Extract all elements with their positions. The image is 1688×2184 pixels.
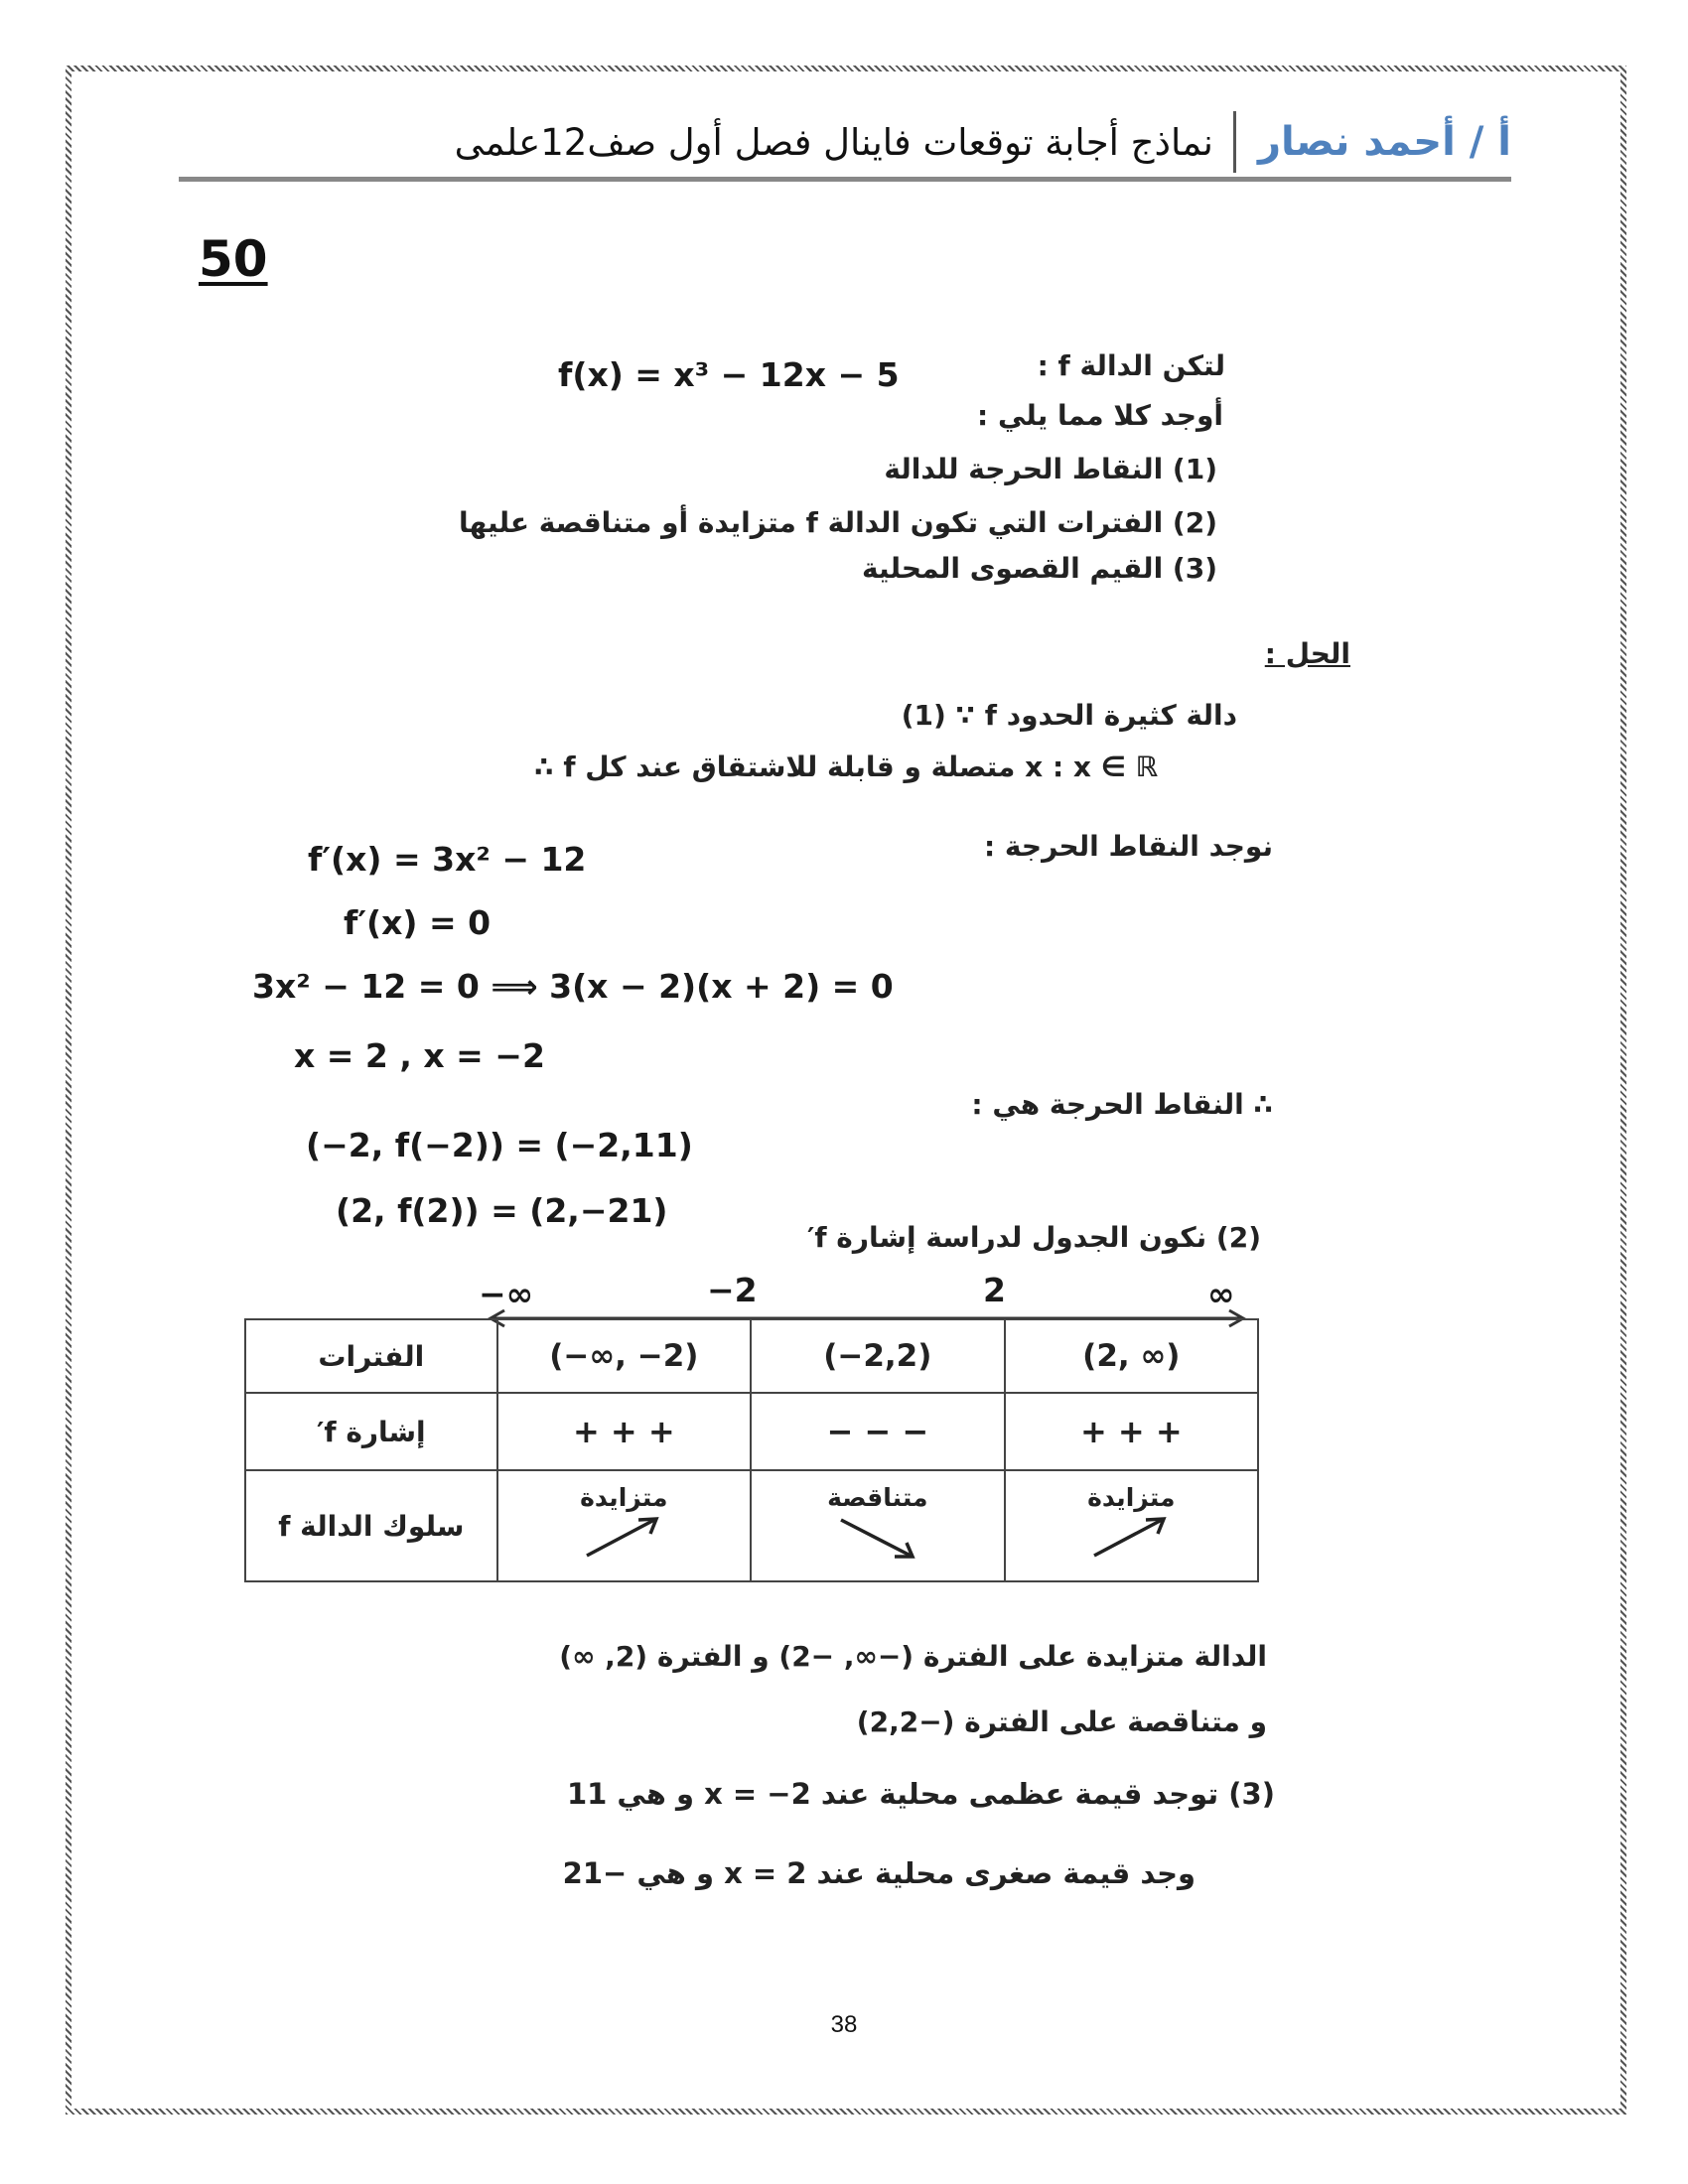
critical-roots: x = 2 , x = −2 bbox=[294, 1036, 545, 1075]
header-divider bbox=[179, 177, 1511, 182]
increasing-arrow-icon bbox=[1086, 1512, 1176, 1562]
row-header-sign: إشارة f′ bbox=[317, 1415, 426, 1448]
course-title: نماذج أجابة توقعات فاينال فصل أول صف12علمى bbox=[454, 120, 1213, 164]
table-cell bbox=[751, 1470, 1005, 1581]
find-critical-label: نوجد النقاط الحرجة : bbox=[983, 830, 1273, 863]
question-item-1: (1) النقاط الحرجة للدالة bbox=[884, 453, 1217, 485]
derivative-line-3: 3x² − 12 = 0 ⟹ 3(x − 2)(x + 2) = 0 bbox=[252, 967, 894, 1006]
axis-label-neg-2: −2 bbox=[707, 1271, 758, 1309]
behavior-1: متزايدة bbox=[580, 1483, 668, 1512]
axis-label-2: 2 bbox=[983, 1271, 1006, 1309]
conclusion-decreasing: و متناقصة على الفترة (−2,2) bbox=[856, 1706, 1267, 1738]
table-cell bbox=[1005, 1470, 1258, 1581]
solution-step1-line1: (1) ∵ f دالة كثيرة الحدود bbox=[901, 699, 1237, 732]
local-max: (3) توجد قيمة عظمى محلية عند x = −2 و هي 11 bbox=[566, 1777, 1275, 1811]
page-header bbox=[179, 107, 1511, 177]
step2-label: (2) نكون الجدول لدراسة إشارة f′ bbox=[806, 1221, 1261, 1254]
sign-1: + + + bbox=[497, 1393, 751, 1470]
decreasing-arrow-icon bbox=[833, 1512, 922, 1562]
question-item-3: (3) القيم القصوى المحلية bbox=[862, 552, 1217, 585]
row-header-behavior: سلوك الدالة f bbox=[278, 1509, 465, 1543]
solution-heading: الحل : bbox=[1264, 637, 1350, 670]
axis-label-inf: ∞ bbox=[1207, 1275, 1235, 1313]
question-find: أوجد كلا مما يلي : bbox=[977, 399, 1223, 432]
interval-2: (−2,2) bbox=[751, 1319, 1005, 1393]
question-function: f(x) = x³ − 12x − 5 bbox=[558, 355, 900, 394]
table-row-signs bbox=[245, 1393, 1258, 1470]
behavior-2: متناقصة bbox=[827, 1483, 928, 1512]
solution-step1-line2: ∴ f متصلة و قابلة للاشتقاق عند كل x : x ∈ ℝ bbox=[534, 751, 1158, 783]
interval-3: (2, ∞) bbox=[1005, 1319, 1258, 1393]
critical-point-1: (−2, f(−2)) = (−2,11) bbox=[306, 1126, 693, 1164]
problem-number: 50 bbox=[199, 230, 268, 288]
sign-table bbox=[244, 1318, 1259, 1582]
interval-1: (−∞, −2) bbox=[497, 1319, 751, 1393]
table-row-intervals bbox=[245, 1319, 1258, 1393]
local-min: وجد قيمة صغرى محلية عند x = 2 و هي −21 bbox=[562, 1856, 1196, 1890]
sign-3: + + + bbox=[1005, 1393, 1258, 1470]
critical-points-label: ∴ النقاط الحرجة هي : bbox=[971, 1088, 1273, 1121]
row-header-intervals: الفترات bbox=[318, 1339, 425, 1373]
critical-point-2: (2, f(2)) = (2,−21) bbox=[336, 1191, 668, 1230]
table-cell bbox=[245, 1470, 497, 1581]
increasing-arrow-icon bbox=[579, 1512, 668, 1562]
question-intro: لتكن الدالة f : bbox=[1037, 349, 1225, 382]
author-name: أ / أحمد نصار bbox=[1233, 111, 1511, 173]
table-cell bbox=[245, 1393, 497, 1470]
derivative-line-1: f′(x) = 3x² − 12 bbox=[308, 840, 587, 879]
question-item-2: (2) الفترات التي تكون الدالة f متزايدة أو متناقصة عليها bbox=[459, 506, 1217, 539]
table-cell bbox=[497, 1470, 751, 1581]
conclusion-increasing: الدالة متزايدة على الفترة (−∞, −2) و الفترة (2, ∞) bbox=[559, 1640, 1267, 1673]
table-row-behavior bbox=[245, 1470, 1258, 1581]
behavior-3: متزايدة bbox=[1087, 1483, 1176, 1512]
sign-2: − − − bbox=[751, 1393, 1005, 1470]
table-cell bbox=[245, 1319, 497, 1393]
axis-label-neg-inf: −∞ bbox=[479, 1275, 534, 1313]
derivative-line-2: f′(x) = 0 bbox=[344, 903, 492, 942]
page-number: 38 bbox=[830, 2011, 858, 2038]
